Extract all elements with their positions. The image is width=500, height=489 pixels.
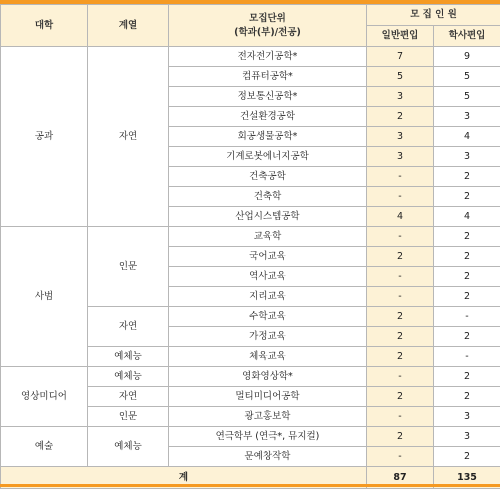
bachelor-cell: 9 xyxy=(434,47,500,67)
total-label: 계 xyxy=(1,467,367,489)
table-row xyxy=(1,367,500,387)
major-cell: 영화영상학* xyxy=(169,367,367,387)
major-cell: 정보통신공학* xyxy=(169,87,367,107)
major-cell: 국어교육 xyxy=(169,247,367,267)
field-cell: 인문 xyxy=(88,407,169,427)
general-cell: 2 xyxy=(367,247,434,267)
bachelor-cell: 4 xyxy=(434,207,500,227)
major-cell: 가정교육 xyxy=(169,327,367,347)
general-cell: - xyxy=(367,407,434,427)
field-cell: 자연 xyxy=(88,387,169,407)
bachelor-cell: 3 xyxy=(434,147,500,167)
general-cell: 4 xyxy=(367,207,434,227)
major-cell: 건축공학 xyxy=(169,167,367,187)
general-cell: 2 xyxy=(367,387,434,407)
bachelor-cell: 2 xyxy=(434,367,500,387)
general-cell: 2 xyxy=(367,327,434,347)
major-cell: 건축학 xyxy=(169,187,367,207)
general-cell: 3 xyxy=(367,87,434,107)
bachelor-cell: 3 xyxy=(434,407,500,427)
field-cell: 예체능 xyxy=(88,347,169,367)
bachelor-cell: 3 xyxy=(434,427,500,447)
general-cell: - xyxy=(367,187,434,207)
major-cell: 회공생물공학* xyxy=(169,127,367,147)
bachelor-cell: - xyxy=(434,307,500,327)
bachelor-cell: 2 xyxy=(434,167,500,187)
general-cell: - xyxy=(367,267,434,287)
bachelor-cell: 2 xyxy=(434,267,500,287)
header-recruit: 모 집 인 원 xyxy=(367,5,500,26)
bachelor-cell: 3 xyxy=(434,107,500,127)
field-cell: 자연 xyxy=(88,307,169,347)
major-cell: 컴퓨터공학* xyxy=(169,67,367,87)
bachelor-cell: 5 xyxy=(434,87,500,107)
bachelor-cell: 5 xyxy=(434,67,500,87)
general-cell: - xyxy=(367,227,434,247)
general-cell: - xyxy=(367,287,434,307)
general-cell: 2 xyxy=(367,347,434,367)
admission-table xyxy=(0,4,500,489)
bachelor-cell: 2 xyxy=(434,187,500,207)
major-cell: 광고홍보학 xyxy=(169,407,367,427)
general-cell: 3 xyxy=(367,127,434,147)
major-cell: 교육학 xyxy=(169,227,367,247)
field-cell: 예체능 xyxy=(88,367,169,387)
bachelor-cell: 4 xyxy=(434,127,500,147)
total-general: 87 xyxy=(367,467,434,489)
bachelor-cell: 2 xyxy=(434,287,500,307)
general-cell: 2 xyxy=(367,307,434,327)
major-cell: 기계로봇에너지공학 xyxy=(169,147,367,167)
college-cell: 영상미디어 xyxy=(1,367,88,427)
major-cell: 지리교육 xyxy=(169,287,367,307)
college-cell: 공과 xyxy=(1,47,88,227)
bottom-accent-bar xyxy=(0,484,500,487)
general-cell: - xyxy=(367,367,434,387)
general-cell: 5 xyxy=(367,67,434,87)
bachelor-cell: 2 xyxy=(434,447,500,467)
major-cell: 전자전기공학* xyxy=(169,47,367,67)
header-field: 계열 xyxy=(88,5,169,47)
bachelor-cell: 2 xyxy=(434,227,500,247)
total-bachelor: 135 xyxy=(434,467,500,489)
table-row xyxy=(1,427,500,447)
general-cell: 3 xyxy=(367,147,434,167)
header-unit-line1: 모집단위 xyxy=(169,12,366,26)
major-cell: 산업시스템공학 xyxy=(169,207,367,227)
header-bachelor: 학사편입 xyxy=(434,26,500,47)
general-cell: 2 xyxy=(367,427,434,447)
header-unit xyxy=(169,5,367,47)
bachelor-cell: 2 xyxy=(434,327,500,347)
bachelor-cell: 2 xyxy=(434,387,500,407)
college-cell: 예술 xyxy=(1,427,88,467)
field-cell: 인문 xyxy=(88,227,169,307)
general-cell: 2 xyxy=(367,107,434,127)
table-row xyxy=(1,227,500,247)
major-cell: 역사교육 xyxy=(169,267,367,287)
bachelor-cell: - xyxy=(434,347,500,367)
major-cell: 멀티미디어공학 xyxy=(169,387,367,407)
table-row xyxy=(1,47,500,67)
college-cell: 사범 xyxy=(1,227,88,367)
major-cell: 문예창작학 xyxy=(169,447,367,467)
header-college: 대학 xyxy=(1,5,88,47)
major-cell: 체육교육 xyxy=(169,347,367,367)
general-cell: - xyxy=(367,447,434,467)
header-unit-line2: (학과(부)/전공) xyxy=(169,26,366,40)
major-cell: 연극학부 (연극*, 뮤지컬) xyxy=(169,427,367,447)
header-general: 일반편입 xyxy=(367,26,434,47)
bachelor-cell: 2 xyxy=(434,247,500,267)
general-cell: 7 xyxy=(367,47,434,67)
major-cell: 수학교육 xyxy=(169,307,367,327)
general-cell: - xyxy=(367,167,434,187)
field-cell: 자연 xyxy=(88,47,169,227)
field-cell: 예체능 xyxy=(88,427,169,467)
major-cell: 건설환경공학 xyxy=(169,107,367,127)
